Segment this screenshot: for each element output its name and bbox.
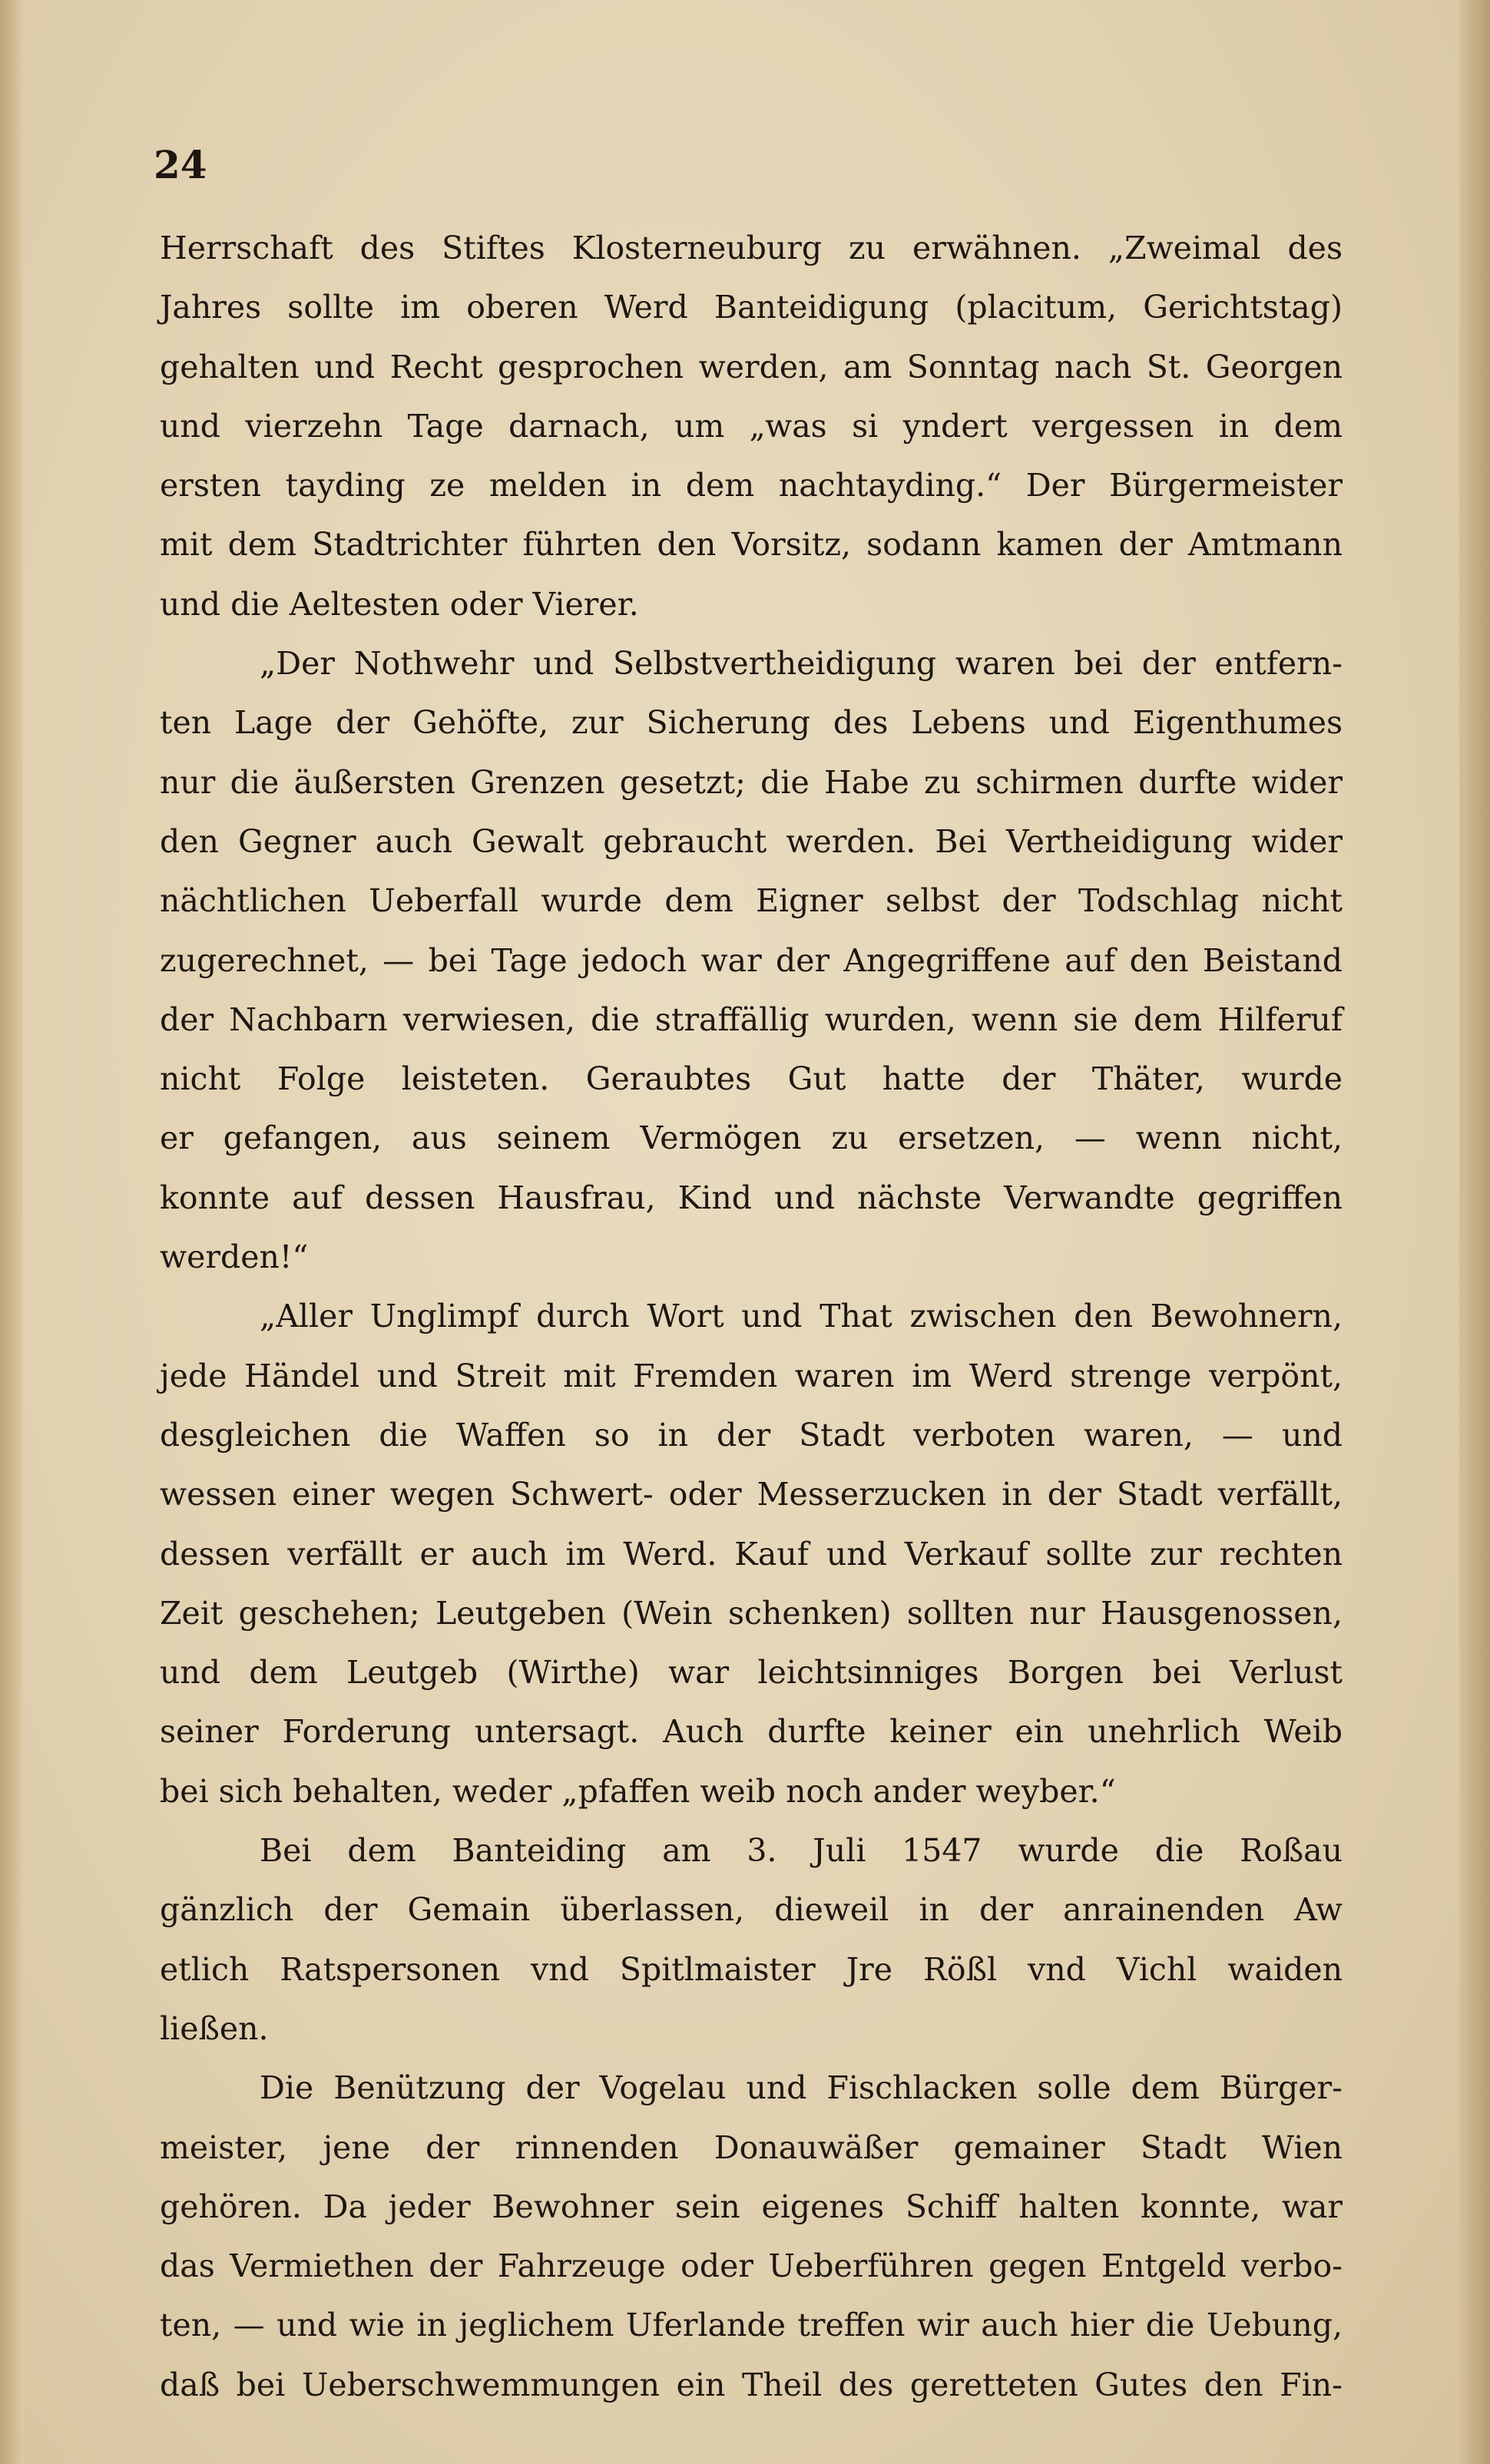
text-line: Jahres sollte im oberen Werd Banteidigung (placitum, Gerichtstag) xyxy=(160,289,1343,326)
text-line: nächtlichen Ueberfall wurde dem Eigner selbst der Todschlag nicht xyxy=(160,882,1343,920)
text-line: gehören. Da jeder Bewohner sein eigenes Schiff halten konnte, war xyxy=(160,2188,1343,2225)
text-line: nicht Folge leisteten. Geraubtes Gut hatte der Thäter, wurde xyxy=(160,1060,1343,1098)
text-line: den Gegner auch Gewalt gebraucht werden. Bei Vertheidigung wider xyxy=(160,822,1343,860)
text-line: bei sich behalten, weder „pfaffen weib noch ander weyber.“ xyxy=(160,1772,1116,1810)
text-line: jede Händel und Streit mit Fremden waren im Werd strenge verpönt, xyxy=(160,1357,1343,1394)
text-line: er gefangen, aus seinem Vermögen zu ersetzen, — wenn nicht, xyxy=(160,1120,1343,1157)
text-line: Herrschaft des Stiftes Klosterneuburg zu erwähnen. „Zweimal des xyxy=(160,230,1343,266)
page-edge-shadow xyxy=(1459,0,1490,2464)
text-line: „Aller Unglimpf durch Wort und That zwischen den Bewohnern, xyxy=(260,1298,1343,1335)
text-line: der Nachbarn verwiesen, die straffällig wurden, wenn sie dem Hilferuf xyxy=(160,1000,1343,1038)
text-line: ersten tayding ze melden in dem nachtayding.“ Der Bürgermeister xyxy=(160,467,1343,504)
page-number: 24 xyxy=(154,142,207,187)
text-line: und die Aeltesten oder Vierer. xyxy=(160,585,639,623)
text-line: meister, jene der rinnenden Donauwäßer gemainer Stadt Wien xyxy=(160,2128,1343,2166)
text-line: daß bei Ueberschwemmungen ein Theil des geretteten Gutes den Fin- xyxy=(160,2366,1343,2403)
text-line: und vierzehn Tage darnach, um „was si yndert vergessen in dem xyxy=(160,407,1343,445)
text-line: Die Benützung der Vogelau und Fischlacken solle dem Bürger- xyxy=(260,2069,1343,2107)
text-line: wessen einer wegen Schwert- oder Messerzucken in der Stadt verfällt, xyxy=(160,1476,1343,1513)
text-line: und dem Leutgeb (Wirthe) war leichtsinniges Borgen bei Verlust xyxy=(160,1654,1343,1692)
text-line: ließen. xyxy=(160,2009,269,2047)
text-line: gehalten und Recht gesprochen werden, am Sonntag nach St. Georgen xyxy=(160,348,1343,385)
text-line: „Der Nothwehr und Selbstvertheidigung waren bei der entfern- xyxy=(260,645,1343,683)
text-line: ten, — und wie in jeglichem Uferlande treffen wir auch hier die Uebung, xyxy=(160,2307,1343,2344)
text-line: werden!“ xyxy=(160,1239,309,1276)
text-line: gänzlich der Gemain überlassen, dieweil in der anrainenden Aw xyxy=(160,1891,1343,1929)
text-line: das Vermiethen der Fahrzeuge oder Ueberführen gegen Entgeld verbo- xyxy=(160,2247,1343,2285)
text-line: konnte auf dessen Hausfrau, Kind und nächste Verwandte gegriffen xyxy=(160,1179,1343,1216)
page-gutter-shadow xyxy=(0,0,23,2464)
text-line: desgleichen die Waffen so in der Stadt verboten waren, — und xyxy=(160,1416,1343,1454)
text-line: seiner Forderung untersagt. Auch durfte keiner ein unehrlich Weib xyxy=(160,1713,1343,1751)
text-line: Zeit geschehen; Leutgeben (Wein schenken) sollten nur Hausgenossen, xyxy=(160,1594,1343,1632)
text-line: ten Lage der Gehöfte, zur Sicherung des Lebens und Eigenthumes xyxy=(160,704,1343,742)
text-line: mit dem Stadtrichter führten den Vorsitz, sodann kamen der Amtmann xyxy=(160,526,1343,564)
text-line: dessen verfällt er auch im Werd. Kauf und Verkauf sollte zur rechten xyxy=(160,1535,1343,1573)
text-line: nur die äußersten Grenzen gesetzt; die Habe zu schirmen durfte wider xyxy=(160,763,1343,801)
text-line: etlich Ratspersonen vnd Spitlmaister Jre Rößl vnd Vichl waiden xyxy=(160,1950,1343,1988)
text-line: Bei dem Banteiding am 3. Juli 1547 wurde die Roßau xyxy=(260,1832,1343,1870)
text-line: zugerechnet, — bei Tage jedoch war der Angegriffene auf den Beistand xyxy=(160,941,1343,979)
body-text xyxy=(160,219,1343,2415)
